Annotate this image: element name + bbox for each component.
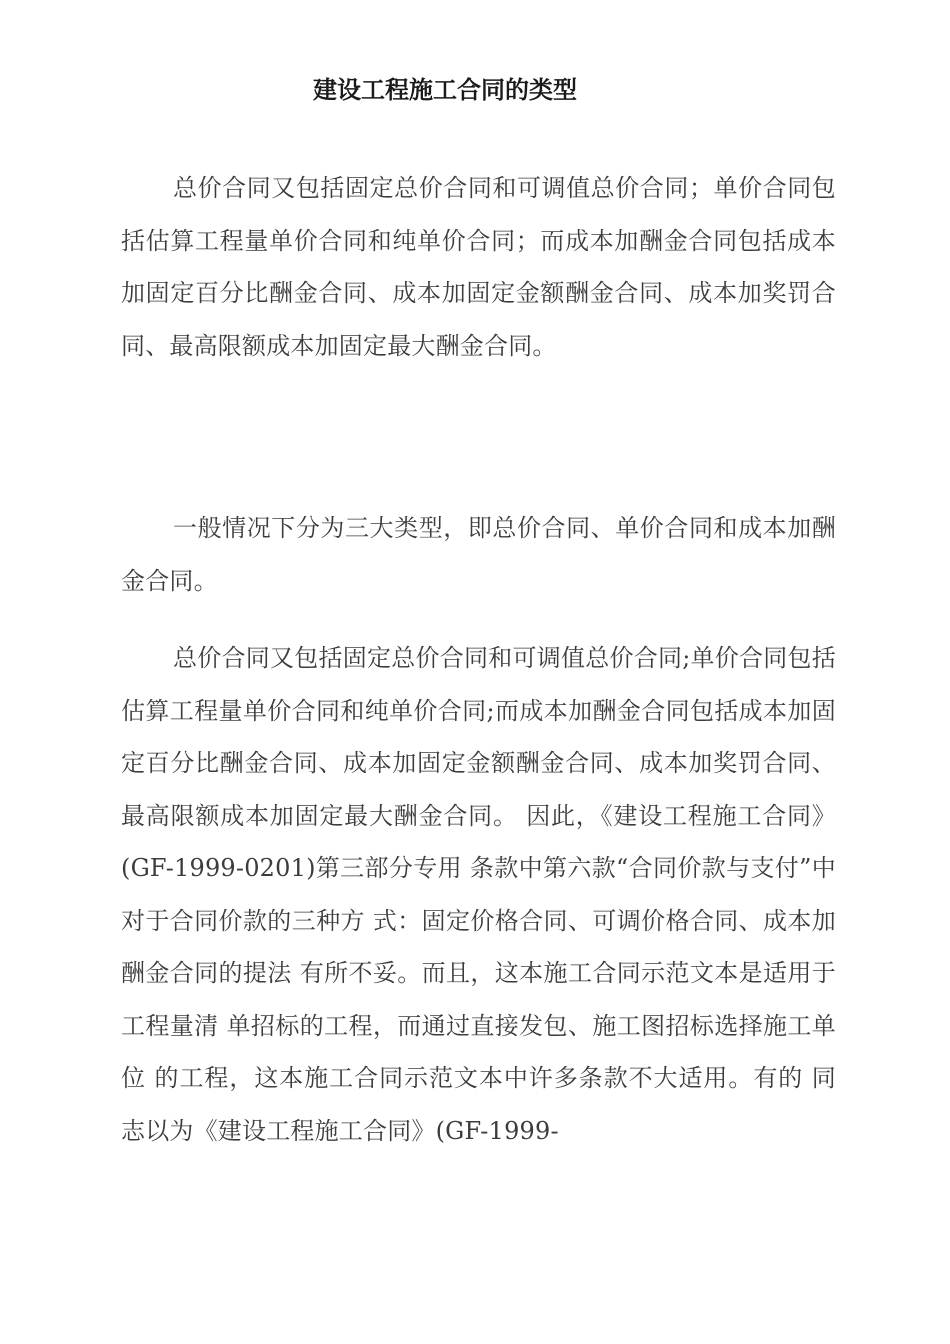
paragraph-three-types: 一般情况下分为三大类型，即总价合同、单价合同和成本加酬金合同。	[121, 514, 836, 595]
paragraph-contract-subtypes-detail: 总价合同又包括固定总价合同和可调值总价合同;单价合同包括估算工程量单价合同和纯单价合同;而成本加酬金合同包括成本加固定百分比酬金合同、成本加固定金额酬金合同、成本加奖罚合同、最高限额成本加固定最大酬金合同。 因此，《建设工程施工合同》(GF-1999-0201)第三部分专用 条款中第六款“合同价款与支付”中对于合同价款的三种方 式：固定价格合同、可调价格合同、成本加酬金合同的提法 有所不妥。而且，这本施工合同示范文本是适用于工程量清 单招标的工程，而通过直接发包、施工图招标选择施工单位 的工程，这本施工合同示范文本中许多条款不大适用。有的 同志以为《建设工程施工合同》(GF-1999-	[121, 644, 836, 1145]
paragraph-contract-subtypes: 总价合同又包括固定总价合同和可调值总价合同；单价合同包括估算工程量单价合同和纯单价合同；而成本加酬金合同包括成本加固定百分比酬金合同、成本加固定金额酬金合同、成本加奖罚合同、最高限额成本加固定最大酬金合同。	[121, 174, 836, 360]
document-title: 建设工程施工合同的类型	[313, 76, 577, 104]
